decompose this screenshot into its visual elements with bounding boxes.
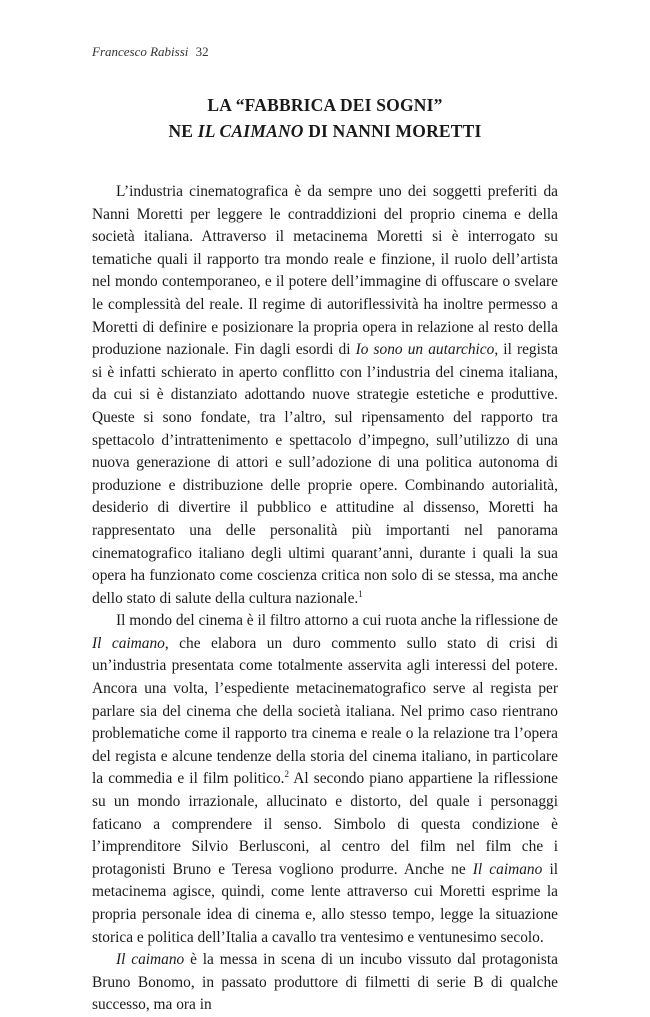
paragraph-2-text-c: Al secondo piano appartiene la riflessione su un mondo irrazionale, allucinato e distorto, del quale i personaggi faticano a comprendere il senso. Simbolo di questa condizione è l’imprenditore Silvio Berlusconi, al centro del film nel film che i protagonisti Bruno e Teresa vogliono produrre. Anche ne <box>92 770 558 878</box>
footnote-ref-1[interactable]: 1 <box>358 588 363 599</box>
title-film-name: IL CAIMANO <box>197 121 304 141</box>
running-header <box>92 44 209 60</box>
title-line-2-prefix: NE <box>168 121 198 141</box>
paragraph-1-film-title: Io sono un autarchico <box>355 341 495 359</box>
paragraph-3 <box>92 949 558 1017</box>
paragraph-1-text-b: , il regista si è infatti schierato in aperto conflitto con l’industria del cinema italiana, da cui si è distanziato adottando nuove strategie estetiche e produttive. Queste si sono fondate, tra l’altro, sul ripensamento del rapporto tra spettacolo d’intrattenimento e spettacolo d’impegno, sull’utilizzo di una nuova generazione di attori e sull’adozione di una politica autonoma di produzione e distribuzione delle proprie opere. Combinando autorialità, desiderio di divertire il pubblico e attitudine al dissenso, Moretti ha rappresentato una delle personalità più importanti nel panorama cinematografico italiano degli ultimi quarant’anni, durante i quali la sua opera ha funzionato come coscienza critica non solo di se stessa, ma anche dello stato di salute della cultura nazionale. <box>92 341 558 607</box>
paragraph-1 <box>92 181 558 610</box>
title-line-2-suffix: DI NANNI MORETTI <box>303 121 482 141</box>
paragraph-2-film-title-2: Il caimano <box>472 860 543 878</box>
paragraph-2-text-b: , che elabora un duro commento sullo stato di crisi di un’industria presentata come totalmente asservita agli interessi del potere. Ancora una volta, l’espediente metacinematografico serve al regista per parlare sia del cinema che della società italiana. Nel primo caso rientrano problematiche come il rapporto tra cinema e reale o la relazione tra l’opera del regista e alcune tendenze della storia del cinema italiano, in particolare la commedia e il film politico. <box>92 634 558 788</box>
paragraph-2-text-d: il metacinema agisce, quindi, come lente attraverso cui Moretti esprime la propria personale idea di cinema e, allo stesso tempo, legge la situazione storica e politica dell’Italia a cavallo tra ventesimo e ventunesimo secolo. <box>92 860 558 946</box>
paragraph-2 <box>92 610 558 949</box>
title-line-2 <box>92 118 558 144</box>
title-line-1: LA “FABBRICA DEI SOGNI” <box>207 95 443 115</box>
header-author: Francesco Rabissi <box>92 44 189 59</box>
paragraph-2-film-title: Il caimano <box>92 634 165 652</box>
paragraph-3-film-title: Il caimano <box>116 951 185 969</box>
footnote-ref-2[interactable]: 2 <box>284 769 290 780</box>
paragraph-2-text-a: Il mondo del cinema è il filtro attorno a cui ruota anche la riflessione de <box>116 612 558 630</box>
paragraph-1-text-a: L’industria cinematografica è da sempre uno dei soggetti preferiti da Nanni Moretti per leggere le contraddizioni del proprio cinema e della società italiana. Attraverso il metacinema Moretti si è interrogato su tematiche quali il rapporto tra mondo reale e finzione, il ruolo dell’artista nel mondo contemporaneo, e il potere dell’immagine di offuscare o svelare le complessità del reale. Il regime di autoriflessività ha inoltre permesso a Moretti di definire e posizionare la propria opera in relazione al resto della produzione nazionale. Fin dagli esordi di <box>92 183 558 359</box>
chapter-title <box>92 92 558 144</box>
body-text <box>92 181 558 1017</box>
paragraph-3-text-a: è la messa in scena di un incubo vissuto dal protagonista Bruno Bonomo, in passato produttore di filmetti di serie B di qualche successo, ma ora in <box>92 951 558 1014</box>
header-page-number: 32 <box>195 44 209 59</box>
